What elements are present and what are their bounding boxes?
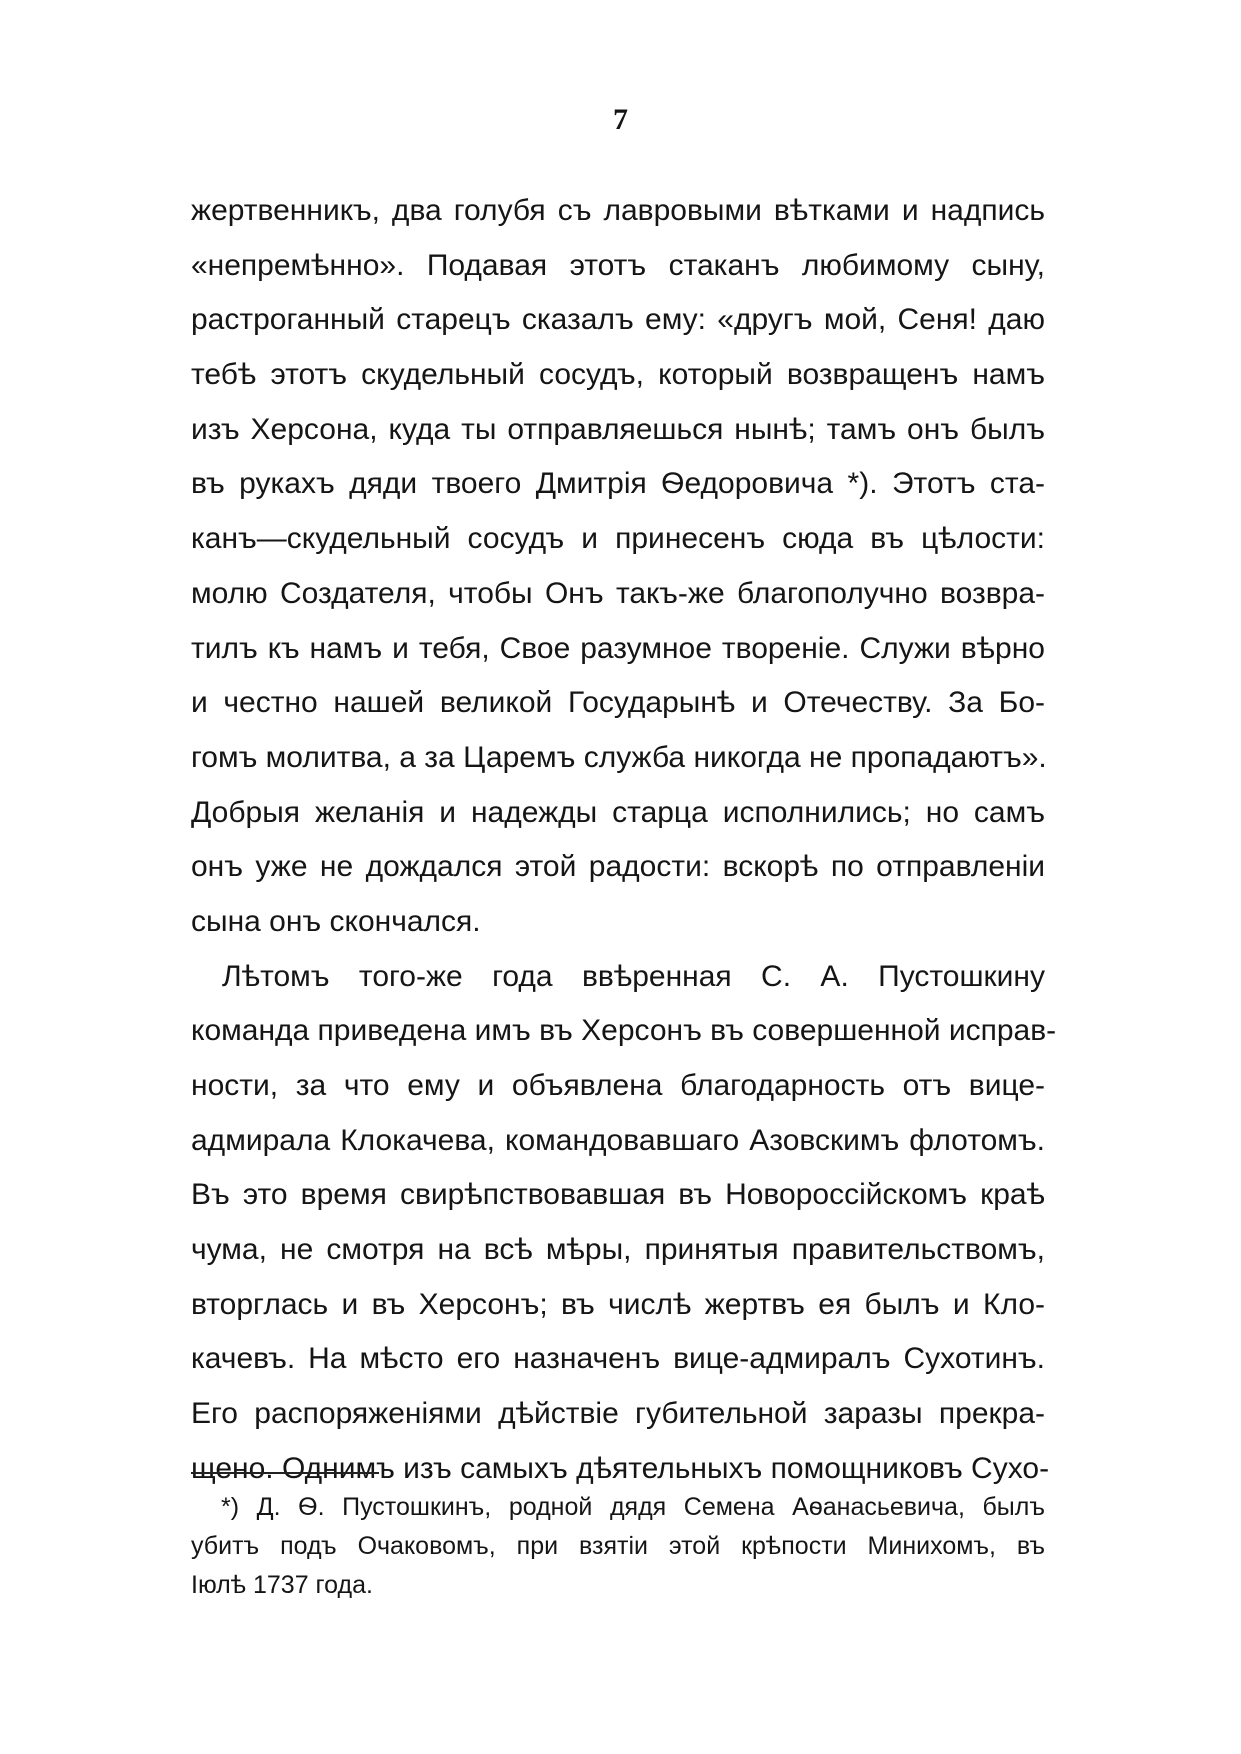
text-line: ности, за что ему и объявлена благодарность отъ вице- bbox=[191, 1069, 1045, 1102]
text-line: въ рукахъ дяди твоего Дмитрія Ѳедоровича *). Этотъ ста- bbox=[191, 467, 1045, 501]
text-line: адмирала Клокачева, командовавшаго Азовскимъ флотомъ. bbox=[191, 1123, 1045, 1157]
text-line: «непремѣнно». Подавая этотъ стаканъ любимому сыну, bbox=[191, 248, 1045, 282]
text-line: Лѣтомъ того-же года ввѣренная С. А. Пустошкину bbox=[222, 959, 1045, 993]
text-line: вторглась и въ Херсонъ; въ числѣ жертвъ ея былъ и Кло- bbox=[191, 1287, 1045, 1321]
text-line: канъ—скудельный сосудъ и принесенъ сюда въ цѣлости: bbox=[191, 522, 1045, 556]
footnote-line: *) Д. Ѳ. Пустошкинъ, родной дядя Семена Аѳанасьевича, былъ bbox=[221, 1493, 1045, 1521]
text-line: качевъ. На мѣсто его назначенъ вице-адмиралъ Сухотинъ. bbox=[191, 1342, 1045, 1376]
text-line: команда приведена имъ въ Херсонъ въ совершенной исправ- bbox=[191, 1014, 1057, 1048]
footnote-divider bbox=[191, 1472, 379, 1474]
page-number: 7 bbox=[613, 103, 628, 136]
text-line: Добрыя желанія и надежды старца исполнились; но самъ bbox=[191, 795, 1045, 829]
body-text bbox=[191, 194, 1057, 1509]
text-line: сына онъ скончался. bbox=[191, 904, 481, 938]
footnote-line: убитъ подъ Очаковомъ, при взятіи этой крѣпости Минихомъ, въ bbox=[191, 1532, 1045, 1560]
text-line: жертвенникъ, два голубя съ лавровыми вѣтками и надпись bbox=[191, 194, 1045, 227]
text-line: гомъ молитва, а за Царемъ служба никогда не пропадаютъ». bbox=[191, 740, 1047, 774]
footnote-line: Іюлѣ 1737 года. bbox=[191, 1571, 373, 1599]
text-line: Въ это время свирѣпствовавшая въ Новороссійскомъ краѣ bbox=[191, 1178, 1045, 1212]
text-line: тилъ къ намъ и тебя, Свое разумное твореніе. Служи вѣрно bbox=[191, 631, 1045, 665]
text-line: Его распоряженіями дѣйствіе губительной заразы прекра- bbox=[191, 1397, 1045, 1431]
text-line: чума, не смотря на всѣ мѣры, принятыя правительствомъ, bbox=[191, 1233, 1045, 1267]
text-line: и честно нашей великой Государынѣ и Отечеству. За Бо- bbox=[191, 686, 1045, 720]
text-line: изъ Херсона, куда ты отправляешься нынѣ; тамъ онъ былъ bbox=[191, 412, 1045, 446]
text-line: тебѣ этотъ скудельный сосудъ, который возвращенъ намъ bbox=[191, 358, 1045, 392]
text-line: онъ уже не дождался этой радости: вскорѣ по отправленіи bbox=[191, 850, 1045, 884]
text-line: щено. Однимъ изъ самыхъ дѣятельныхъ помощниковъ Сухо- bbox=[191, 1451, 1050, 1485]
text-line: молю Создателя, чтобы Онъ такъ-же благополучно возвра- bbox=[191, 576, 1045, 610]
footnote bbox=[191, 1492, 1045, 1609]
text-line: растроганный старецъ сказалъ ему: «другъ мой, Сеня! даю bbox=[191, 303, 1045, 337]
